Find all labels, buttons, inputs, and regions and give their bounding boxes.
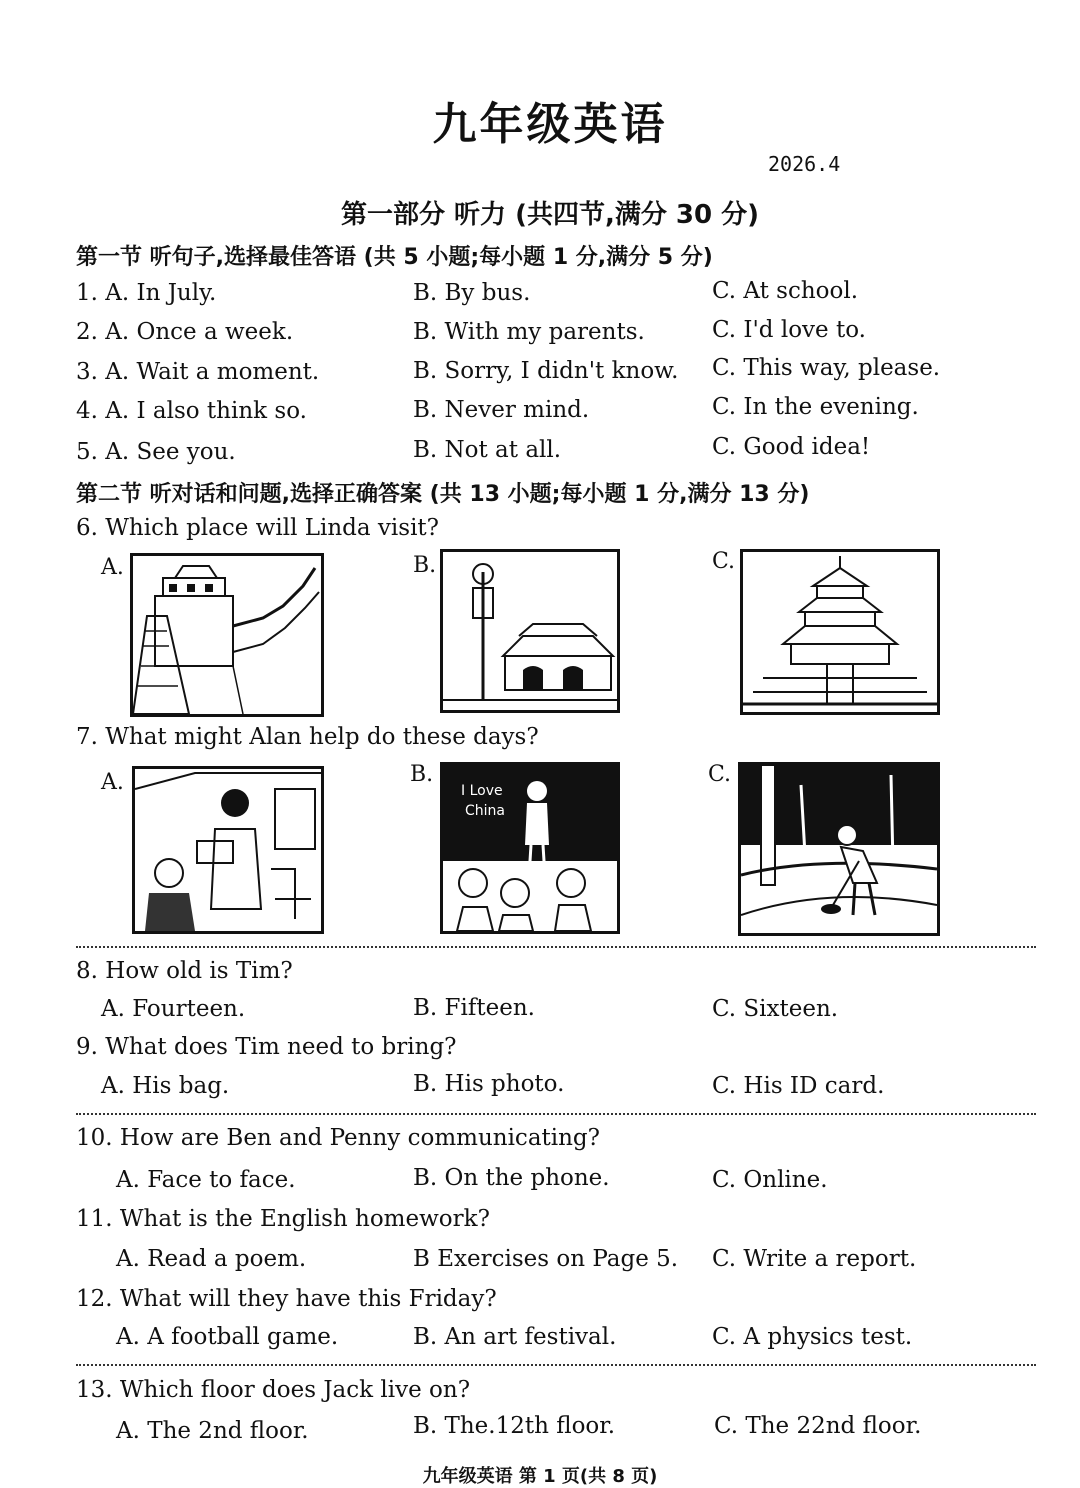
q13-text: 13. Which floor does Jack live on?	[76, 1377, 471, 1403]
q4-option-b: B. Never mind.	[413, 397, 590, 423]
q7-label-a: A.	[101, 770, 124, 795]
q6-label-a: A.	[101, 555, 124, 580]
divider-3	[76, 1364, 1036, 1366]
q4-option-a: 4. A. I also think so.	[76, 398, 307, 424]
q4-option-c: C. In the evening.	[712, 394, 919, 420]
park-cleaning-drawing	[741, 765, 937, 933]
park-cleaning-picture	[738, 762, 940, 936]
q9-option-c: C. His ID card.	[712, 1073, 885, 1099]
divider-2	[76, 1113, 1036, 1115]
board-text-line2: China	[465, 803, 505, 819]
temple-of-heaven-picture	[740, 549, 940, 715]
q8-option-b: B. Fifteen.	[413, 995, 535, 1021]
q6-label-c: C.	[712, 549, 736, 574]
q9-text: 9. What does Tim need to bring?	[76, 1034, 457, 1060]
q7-label-c: C.	[708, 762, 732, 787]
q8-option-a: A. Fourteen.	[101, 996, 246, 1022]
part-heading: 第一部分 听力 (共四节,满分 30 分)	[340, 200, 760, 230]
tiananmen-drawing	[443, 552, 617, 710]
q10-text: 10. How are Ben and Penny communicating?	[76, 1125, 600, 1151]
q6-text: 6. Which place will Linda visit?	[76, 515, 440, 541]
page-title: 九年级英语	[432, 99, 668, 150]
board-text-line1: I Love	[461, 783, 503, 799]
tiananmen-picture	[440, 549, 620, 713]
q11-text: 11. What is the English homework?	[76, 1206, 490, 1232]
page-footer: 九年级英语 第 1 页(共 8 页)	[422, 1466, 658, 1487]
q9-option-a: A. His bag.	[101, 1073, 230, 1099]
q2-option-a: 2. A. Once a week.	[76, 319, 294, 345]
q10-option-b: B. On the phone.	[413, 1165, 610, 1191]
q13-option-b: B. The.12th floor.	[413, 1413, 616, 1439]
q12-option-c: C. A physics test.	[712, 1324, 913, 1350]
q10-option-a: A. Face to face.	[116, 1167, 296, 1193]
classroom-drawing	[443, 765, 617, 931]
elderly-home-picture	[132, 766, 324, 934]
q8-option-c: C. Sixteen.	[712, 996, 839, 1022]
section1-heading: 第一节 听句子,选择最佳答语 (共 5 小题;每小题 1 分,满分 5 分)	[76, 245, 713, 270]
q12-option-a: A. A football game.	[116, 1324, 339, 1350]
divider-1	[76, 946, 1036, 948]
q7-label-b: B.	[410, 762, 434, 787]
q8-text: 8. How old is Tim?	[76, 958, 293, 984]
q12-option-b: B. An art festival.	[413, 1324, 617, 1350]
q12-text: 12. What will they have this Friday?	[76, 1286, 497, 1312]
q11-option-c: C. Write a report.	[712, 1246, 917, 1272]
q10-option-c: C. Online.	[712, 1167, 828, 1193]
q1-option-a: 1. A. In July.	[76, 280, 217, 306]
q3-option-c: C. This way, please.	[712, 355, 941, 381]
classroom-picture	[440, 762, 620, 934]
q6-label-b: B.	[413, 553, 437, 578]
q5-option-c: C. Good idea!	[712, 434, 871, 460]
q13-option-a: A. The 2nd floor.	[116, 1418, 309, 1444]
q9-option-b: B. His photo.	[413, 1071, 565, 1097]
q13-option-c: C. The 22nd floor.	[714, 1413, 922, 1439]
elderly-home-drawing	[135, 769, 321, 931]
q7-text: 7. What might Alan help do these days?	[76, 724, 539, 750]
great-wall-drawing	[133, 556, 321, 714]
great-wall-picture	[130, 553, 324, 717]
q3-option-b: B. Sorry, I didn't know.	[413, 358, 679, 384]
q11-option-a: A. Read a poem.	[116, 1246, 307, 1272]
exam-date: 2026.4	[768, 152, 841, 176]
q5-option-a: 5. A. See you.	[76, 439, 236, 465]
q2-option-c: C. I'd love to.	[712, 317, 866, 343]
section2-heading: 第二节 听对话和问题,选择正确答案 (共 13 小题;每小题 1 分,满分 13 分)	[76, 482, 810, 507]
q3-option-a: 3. A. Wait a moment.	[76, 359, 320, 385]
q1-option-b: B. By bus.	[413, 280, 531, 306]
q1-option-c: C. At school.	[712, 278, 859, 304]
q2-option-b: B. With my parents.	[413, 319, 645, 345]
temple-of-heaven-drawing	[743, 552, 937, 712]
q5-option-b: B. Not at all.	[413, 437, 562, 463]
q11-option-b: B Exercises on Page 5.	[413, 1246, 679, 1272]
